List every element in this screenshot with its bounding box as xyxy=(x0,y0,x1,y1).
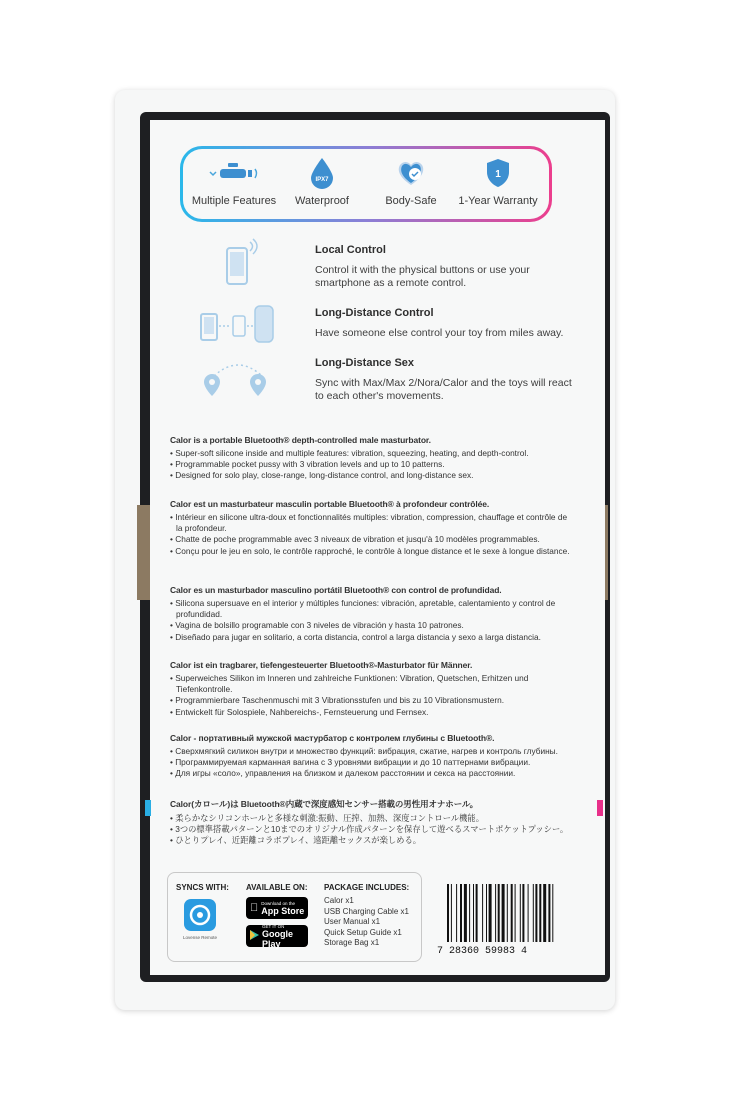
barcode-bar xyxy=(543,884,546,942)
feature-label: Multiple Features xyxy=(191,195,277,207)
warranty-badge: 1 xyxy=(495,169,501,180)
control-title: Long-Distance Control xyxy=(315,307,434,319)
control-desc: Control it with the physical buttons or use your smartphone as a remote control. xyxy=(315,264,530,289)
remote-phones-icon xyxy=(197,302,277,351)
feature-label: 1-Year Warranty xyxy=(458,195,538,207)
description-ja xyxy=(170,798,570,847)
barcode-bar xyxy=(507,884,508,942)
barcode-bar xyxy=(495,884,496,942)
barcode-bar xyxy=(515,884,516,942)
box-side-notch-left xyxy=(137,505,151,600)
google-play-big-text: Google Play xyxy=(262,928,293,949)
description-en xyxy=(170,435,570,482)
feature-bar xyxy=(180,146,552,222)
google-play-icon xyxy=(250,927,259,945)
barcode-bar xyxy=(447,884,449,942)
description-es xyxy=(170,585,570,643)
description-item: • Для игры «соло», управления на близком и далеком расстоянии и секса на расстоянии. xyxy=(170,768,570,779)
barcode-bar xyxy=(502,884,505,942)
package-list xyxy=(324,896,409,949)
description-item: • Entwickelt für Solospiele, Nahbereichs-, Fernsteuerung und Fernsex. xyxy=(170,707,570,718)
barcode-bar xyxy=(451,884,452,942)
description-item: • Vagina de bolsillo programable con 3 niveles de vibración y hasta 10 patrones. xyxy=(170,620,570,631)
description-item: • Chatte de poche programmable avec 3 niveaux de vibration et jusqu'à 10 modèles programmables. xyxy=(170,534,570,545)
feature-label: Body-Safe xyxy=(385,195,437,207)
edge-mark-pink xyxy=(597,800,603,816)
barcode-bar xyxy=(476,884,478,942)
barcode-bar xyxy=(456,884,457,942)
barcode-bar xyxy=(498,884,500,942)
barcode-bar xyxy=(552,884,553,942)
barcode xyxy=(445,884,585,944)
apple-icon xyxy=(250,902,258,914)
shield-icon xyxy=(453,157,543,189)
description-fr xyxy=(170,499,570,557)
description-title: Calor est un masturbateur masculin portable Bluetooth® à profondeur contrôlée. xyxy=(170,499,490,509)
ipx7-badge: IPX7 xyxy=(315,177,329,183)
lovense-remote-app-icon xyxy=(184,899,216,931)
description-item: • 3つの標準搭載パターンと10までのオリジナル作成パターンを保存して遊べるスマートポケットプッシー。 xyxy=(170,824,570,835)
phone-signal-icon xyxy=(222,236,262,293)
control-title: Long-Distance Sex xyxy=(315,357,415,369)
description-item: • Programmable pocket pussy with 3 vibration levels and up to 10 patterns. xyxy=(170,459,570,470)
package-item: USB Charging Cable x1 xyxy=(324,906,409,916)
control-title: Local Control xyxy=(315,244,386,256)
control-desc: Have someone else control your toy from miles away. xyxy=(315,327,564,339)
description-de xyxy=(170,660,570,718)
available-label: AVAILABLE ON: xyxy=(246,883,308,892)
package-item: Calor x1 xyxy=(324,896,354,905)
location-pins-icon xyxy=(198,358,278,405)
app-store-big-text: App Store xyxy=(253,905,297,916)
heart-check-icon xyxy=(366,157,456,189)
app-store-small-text: Download on the xyxy=(253,900,287,906)
footer-info-box xyxy=(167,872,422,962)
barcode-bar xyxy=(473,884,474,942)
google-play-small-text: GET IT ON xyxy=(262,923,285,929)
barcode-bar xyxy=(489,884,492,942)
barcode-bar xyxy=(548,884,550,942)
description-title: Calor is a portable Bluetooth® depth-controlled male masturbator. xyxy=(170,435,431,445)
description-item: • Сверхмягкий силикон внутри и множество функций: вибрация, сжатие, нагрев и контроль глубины. xyxy=(170,746,570,757)
barcode-bar xyxy=(520,884,521,942)
description-title: Calor - портативный мужской мастурбатор с контролем глубины с Bluetooth®. xyxy=(170,733,495,743)
description-title: Calor es un masturbador masculino portátil Bluetooth® con control de profundidad. xyxy=(170,585,502,595)
description-title: Calor(カロール)は Bluetooth®内蔵で深度感知センサー搭載の男性用オナホール。 xyxy=(170,799,479,809)
description-item: • Super-soft silicone inside and multiple features: vibration, squeezing, heating, and depth-control. xyxy=(170,448,570,459)
description-item: • Intérieur en silicone ultra-doux et fonctionnalités multiples: vibration, compression, chauffage et contrôle de la profondeur. xyxy=(170,512,570,534)
control-desc: Sync with Max/Max 2/Nora/Calor and the toys will react to each other's movements. xyxy=(315,377,572,402)
google-play-badge xyxy=(246,925,308,947)
feature-multiple xyxy=(189,157,279,207)
barcode-bar xyxy=(528,884,529,942)
description-item: • ひとりプレイ、近距離コラボプレイ、遠距離セックスが楽しめる。 xyxy=(170,835,570,846)
barcode-bar xyxy=(533,884,534,942)
barcode-bar xyxy=(486,884,487,942)
app-name: Lovense Remote xyxy=(182,935,218,940)
vibration-toy-icon xyxy=(189,157,279,189)
description-title: Calor ist ein tragbarer, tiefengesteuerter Bluetooth®-Masturbator für Männer. xyxy=(170,660,473,670)
feature-waterproof xyxy=(277,157,367,207)
barcode-bar xyxy=(522,884,524,942)
barcode-bar xyxy=(539,884,541,942)
package-item: User Manual x1 xyxy=(324,917,381,926)
package-item: Quick Setup Guide x1 xyxy=(324,927,402,937)
barcode-bar xyxy=(535,884,537,942)
description-item: • Programmierbare Taschenmuschi mit 3 Vibrationsstufen und bis zu 10 Vibrationsmustern. xyxy=(170,695,570,706)
feature-warranty xyxy=(453,157,543,207)
barcode-digits: 7 28360 59983 4 xyxy=(437,946,528,957)
barcode-bar xyxy=(464,884,467,942)
description-item: • Diseñado para jugar en solitario, a corta distancia, control a larga distancia y sexo a larga distancia. xyxy=(170,632,570,643)
syncs-label: SYNCS WITH: xyxy=(176,883,229,892)
barcode-bar xyxy=(469,884,470,942)
feature-body-safe xyxy=(366,157,456,207)
app-store-badge xyxy=(246,897,308,919)
description-item: • Designed for solo play, close-range, long-distance control, and long-distance sex. xyxy=(170,470,570,481)
barcode-bar xyxy=(511,884,513,942)
description-item: • Superweiches Silikon im Inneren und zahlreiche Funktionen: Vibration, Quetschen, Erhitzen und Tiefenkontrolle. xyxy=(170,673,570,695)
description-item: • Программируемая карманная вагина с 3 уровнями вибрации и до 10 паттернами вибрации. xyxy=(170,757,570,768)
barcode-bar xyxy=(460,884,462,942)
package-label: PACKAGE INCLUDES: xyxy=(324,883,410,892)
barcode-bar xyxy=(482,884,483,942)
description-item: • Silicona supersuave en el interior y múltiples funciones: vibración, apretable, calentamiento y control de profundidad. xyxy=(170,598,570,620)
description-item: • Conçu pour le jeu en solo, le contrôle rapproché, le contrôle à longue distance et le sexe à longue distance. xyxy=(170,546,570,557)
edge-mark-cyan xyxy=(145,800,151,816)
water-drop-icon xyxy=(277,157,367,189)
description-ru xyxy=(170,733,570,780)
description-item: • 柔らかなシリコンホールと多様な刺激:振動、圧搾、加熱、深度コントロール機能。 xyxy=(170,813,570,824)
feature-label: Waterproof xyxy=(294,195,349,207)
package-item: Storage Bag x1 xyxy=(324,938,380,947)
